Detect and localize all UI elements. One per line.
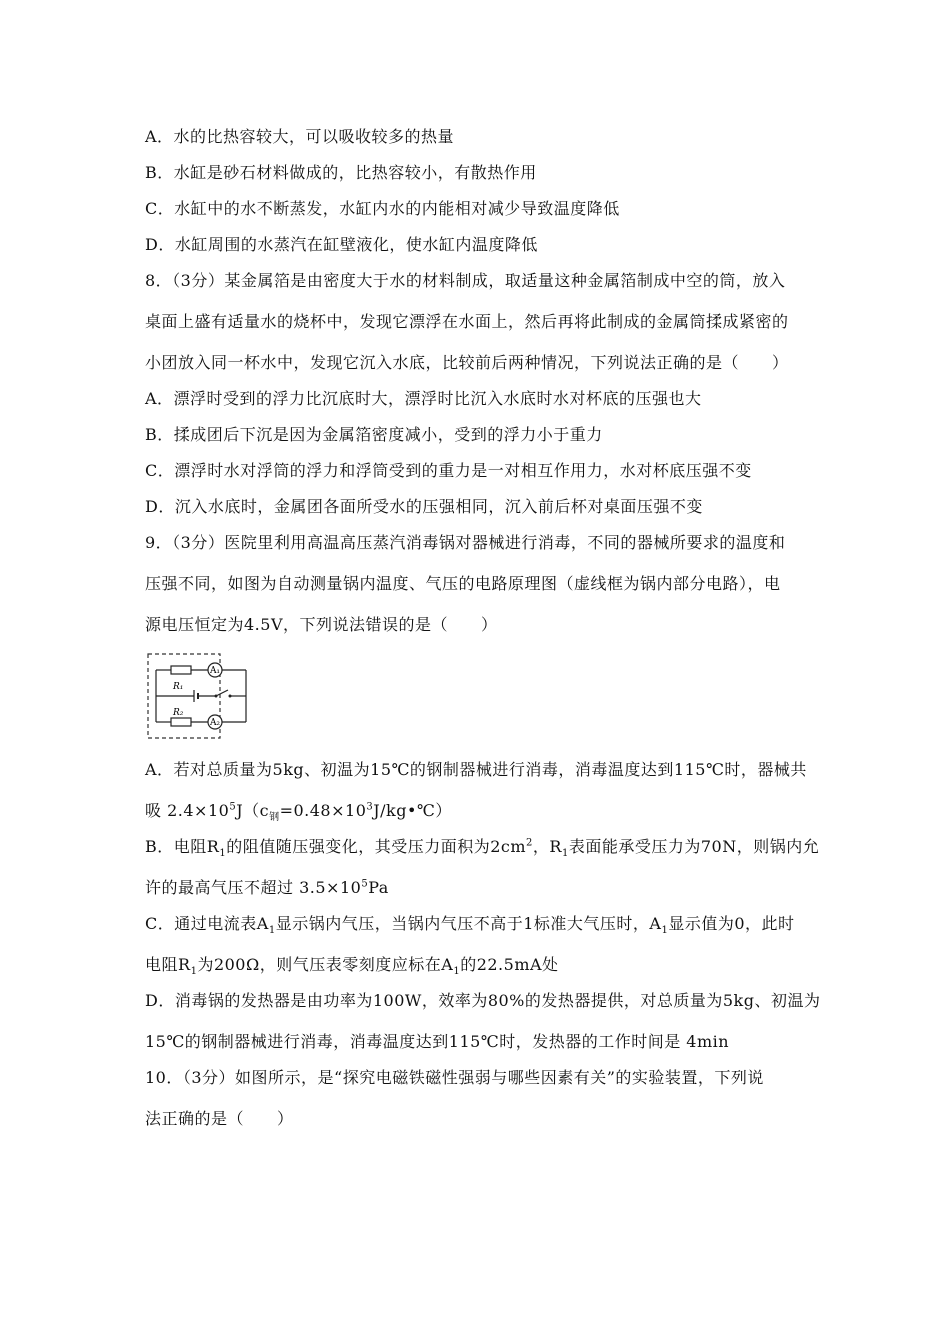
circuit-diagram (146, 652, 252, 740)
q7-option-d: D．水缸周围的水蒸汽在缸壁液化，使水缸内温度降低 (145, 235, 538, 254)
q7-option-b: B．水缸是砂石材料做成的，比热容较小，有散热作用 (145, 163, 537, 182)
q8-option-a: A．漂浮时受到的浮力比沉底时大，漂浮时比沉入水底时水对杯底的压强也大 (145, 389, 702, 408)
ammeter-a2-label: A₂ (209, 718, 221, 728)
q9-option-c-line2: 电阻$R_1$为200Ω，则气压表零刻度应标在$A_1$的22.5mA处 (145, 955, 559, 978)
q8-option-b: B．揉成团后下沉是因为金属箔密度减小，受到的浮力小于重力 (145, 425, 603, 444)
q7-option-c: C．水缸中的水不断蒸发，水缸内水的内能相对减少导致温度降低 (145, 199, 620, 218)
q9-option-b-line1: B．电阻$R_1$的阻值随压强变化，其受压力面积为$2cm^2$，$R_1$表面能承受压力为70N，则锅内允 (145, 837, 820, 860)
q9-option-d-line1: D．消毒锅的发热器是由功率为100W，效率为80%的发热器提供，对总质量为5kg、初温为 (145, 991, 821, 1010)
q9-option-d-line2: 15℃的钢制器械进行消毒，消毒温度达到115℃时，发热器的工作时间是 4min (145, 1032, 730, 1051)
q8-option-d: D．沉入水底时，金属团各面所受水的压强相同，沉入前后杯对桌面压强不变 (145, 497, 703, 516)
q8-stem-line3: 小团放入同一杯水中，发现它沉入水底，比较前后两种情况，下列说法正确的是（ ） (145, 353, 789, 372)
q10-stem-line1: 10．（3分）如图所示，是“探究电磁铁磁性强弱与哪些因素有关”的实验装置，下列说 (145, 1068, 764, 1087)
ammeter-a1-label: A₁ (209, 666, 221, 676)
resistor-r1-label: R₁ (173, 682, 184, 692)
q9-stem-line2: 压强不同，如图为自动测量锅内温度、气压的电路原理图（虚线框为锅内部分电路），电 (145, 574, 781, 593)
q9-option-c-line1: C．通过电流表$A_1$显示锅内气压，当锅内气压不高于1标准大气压时，$A_1$显示值为0，此时 (145, 914, 795, 937)
q8-stem-line2: 桌面上盛有适量水的烧杯中，发现它漂浮在水面上，然后再将此制成的金属筒揉成紧密的 (145, 312, 789, 331)
q9-option-a-line1: A．若对总质量为5kg、初温为15℃的钢制器械进行消毒，消毒温度达到115℃时，器械共 (145, 760, 807, 779)
q9-stem-line3: 源电压恒定为4.5V，下列说法错误的是（ ） (145, 615, 498, 634)
switch-icon (216, 690, 228, 696)
q7-option-a: A．水的比热容较大，可以吸收较多的热量 (145, 127, 455, 146)
q8-option-c: C．漂浮时水对浮筒的浮力和浮筒受到的重力是一对相互作用力，水对杯底压强不变 (145, 461, 752, 480)
resistor-r2-label: R₂ (173, 708, 184, 718)
q10-stem-line2: 法正确的是（ ） (145, 1109, 294, 1128)
q8-stem-line1: 8．（3分）某金属箔是由密度大于水的材料制成，取适量这种金属箔制成中空的筒，放入 (145, 271, 786, 290)
q9-option-a-line2: 吸 $2.4\times 10^5J(c_钢=0.48\times 10^3J/kg•℃)$ (145, 801, 452, 824)
q9-option-b-line2: 许的最高气压不超过 $3.5\times 10^5Pa$ (145, 878, 389, 897)
q9-stem-line1: 9．（3分）医院里利用高温高压蒸汽消毒锅对器械进行消毒，不同的器械所要求的温度和 (145, 533, 786, 552)
